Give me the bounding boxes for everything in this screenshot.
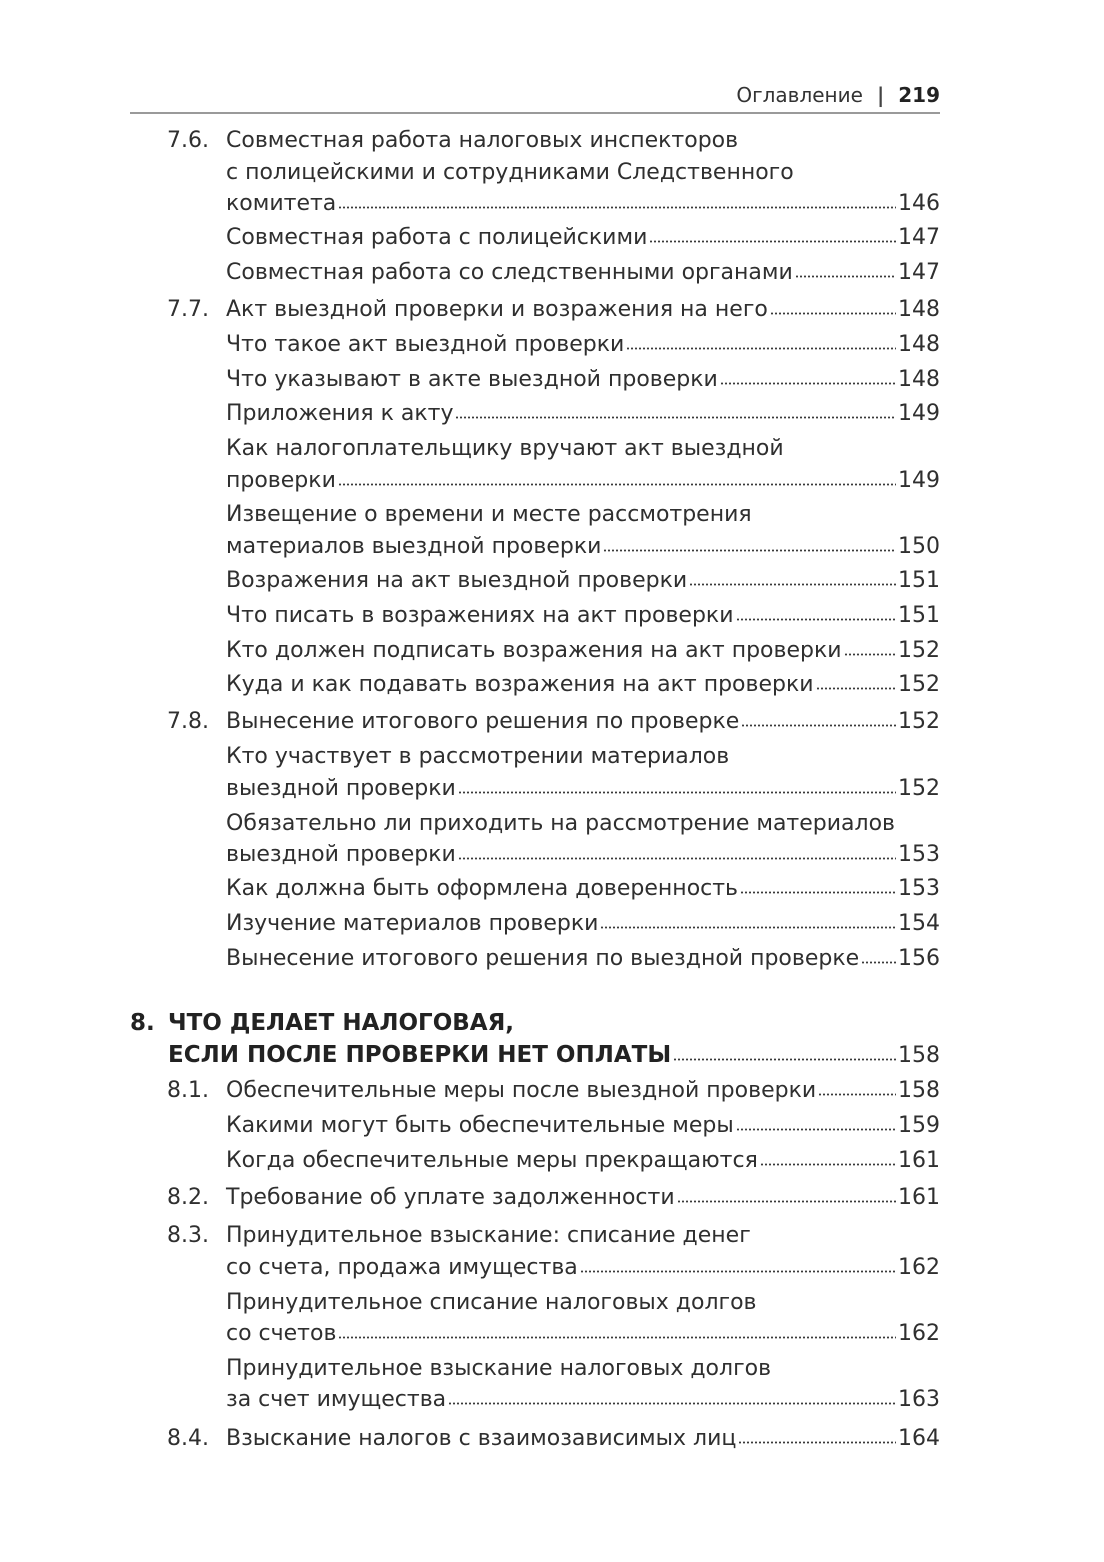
toc-entry-title: Изучение материалов проверки bbox=[226, 911, 599, 936]
toc-entry-title: со счета, продажа имущества bbox=[226, 1255, 578, 1280]
dot-leader bbox=[844, 637, 896, 657]
toc-page-number: 152 bbox=[898, 709, 940, 734]
toc-entry[interactable] bbox=[226, 531, 940, 563]
toc-entry[interactable] bbox=[226, 943, 940, 975]
toc-page-number: 154 bbox=[898, 911, 940, 936]
toc-page-number: 161 bbox=[898, 1185, 940, 1210]
toc-entry[interactable] bbox=[226, 294, 940, 326]
toc-entry-title: Принудительное списание налоговых долгов bbox=[226, 1290, 757, 1315]
section-number: 8.1. bbox=[167, 1078, 209, 1103]
dot-leader bbox=[338, 190, 896, 210]
toc-entry-title: Что указывают в акте выездной проверки bbox=[226, 367, 718, 392]
toc-entry-title: Возражения на акт выездной проверки bbox=[226, 568, 688, 593]
toc-entry-title: с полицейскими и сотрудниками Следственного bbox=[226, 160, 794, 185]
toc-entry[interactable] bbox=[226, 706, 940, 738]
toc-page-number: 153 bbox=[898, 876, 940, 901]
toc-page-number: 162 bbox=[898, 1255, 940, 1280]
toc-page-number: 150 bbox=[898, 534, 940, 559]
toc-entry[interactable] bbox=[226, 1384, 940, 1416]
dot-leader bbox=[760, 1147, 896, 1167]
toc-entry[interactable] bbox=[226, 873, 940, 905]
toc-entry-title: комитета bbox=[226, 191, 337, 216]
toc-entry[interactable] bbox=[226, 329, 940, 361]
section-number: 8.2. bbox=[167, 1185, 209, 1210]
toc-entry[interactable] bbox=[226, 600, 940, 632]
dot-leader bbox=[861, 945, 896, 965]
toc-page-number: 159 bbox=[898, 1113, 940, 1138]
toc-entry[interactable] bbox=[226, 565, 940, 597]
toc-entry[interactable] bbox=[226, 908, 940, 940]
dot-leader bbox=[720, 366, 896, 386]
toc-page-number: 151 bbox=[898, 568, 940, 593]
toc-page-number: 152 bbox=[898, 776, 940, 801]
toc-entry-title: Извещение о времени и месте рассмотрения bbox=[226, 502, 752, 527]
toc-entry-title: Обеспечительные меры после выездной проверки bbox=[226, 1078, 817, 1103]
dot-leader bbox=[770, 296, 896, 316]
dot-leader bbox=[740, 875, 896, 895]
toc-entry-title: Что писать в возражениях на акт проверки bbox=[226, 603, 734, 628]
toc-page-number: 153 bbox=[898, 842, 940, 867]
toc-entry-title: материалов выездной проверки bbox=[226, 534, 602, 559]
toc-entry-title: Вынесение итогового решения по выездной проверке bbox=[226, 946, 860, 971]
dot-leader bbox=[580, 1254, 896, 1274]
toc-entry-title: Принудительное взыскание: списание денег bbox=[226, 1223, 751, 1248]
section-number: 7.7. bbox=[167, 297, 209, 322]
section-number: 7.8. bbox=[167, 709, 209, 734]
dot-leader bbox=[338, 1320, 896, 1340]
toc-entry[interactable] bbox=[226, 257, 940, 289]
dot-leader bbox=[458, 841, 896, 861]
page-number: 219 bbox=[898, 83, 940, 107]
toc-page-number: 163 bbox=[898, 1387, 940, 1412]
toc-entry[interactable] bbox=[226, 669, 940, 701]
toc-entry-title: со счетов bbox=[226, 1321, 337, 1346]
toc-entry-title: Требование об уплате задолженности bbox=[226, 1185, 675, 1210]
toc-entry[interactable] bbox=[226, 188, 940, 220]
toc-page-number: 148 bbox=[898, 367, 940, 392]
chapter-title: ЧТО ДЕЛАЕТ НАЛОГОВАЯ, bbox=[168, 1010, 515, 1036]
chapter-number: 8. bbox=[130, 1010, 155, 1036]
toc-entry[interactable] bbox=[226, 222, 940, 254]
section-number: 7.6. bbox=[167, 128, 209, 153]
dot-leader bbox=[689, 567, 896, 587]
toc-entry[interactable] bbox=[226, 1110, 940, 1142]
toc-page-number: 152 bbox=[898, 672, 940, 697]
toc-page-number: 148 bbox=[898, 297, 940, 322]
toc-entry-title: Вынесение итогового решения по проверке bbox=[226, 709, 740, 734]
chapter-entry[interactable] bbox=[168, 1038, 940, 1072]
dot-leader bbox=[795, 259, 896, 279]
toc-entry-title: Как должна быть оформлена доверенность bbox=[226, 876, 739, 901]
toc-page-number: 156 bbox=[898, 946, 940, 971]
toc-entry-title: Куда и как подавать возражения на акт проверки bbox=[226, 672, 814, 697]
dot-leader bbox=[448, 1386, 896, 1406]
toc-entry[interactable] bbox=[226, 1075, 940, 1107]
toc-entry-title: Взыскание налогов с взаимозависимых лиц bbox=[226, 1426, 737, 1451]
toc-entry-title: выездной проверки bbox=[226, 842, 456, 867]
toc-entry-title: Какими могут быть обеспечительные меры bbox=[226, 1113, 734, 1138]
chapter-title: ЕСЛИ ПОСЛЕ ПРОВЕРКИ НЕТ ОПЛАТЫ bbox=[168, 1042, 672, 1068]
toc-entry-title: выездной проверки bbox=[226, 776, 456, 801]
toc-entry[interactable] bbox=[226, 398, 940, 430]
toc-entry-title: Принудительное взыскание налоговых долгов bbox=[226, 1356, 772, 1381]
toc-page-number: 148 bbox=[898, 332, 940, 357]
toc-entry[interactable] bbox=[226, 1182, 940, 1214]
dot-leader bbox=[458, 775, 896, 795]
dot-leader bbox=[338, 467, 896, 487]
toc-page-number: 158 bbox=[898, 1043, 940, 1068]
toc-page-number: 152 bbox=[898, 638, 940, 663]
toc-entry[interactable] bbox=[226, 1318, 940, 1350]
toc-page-number: 149 bbox=[898, 401, 940, 426]
dot-leader bbox=[741, 708, 896, 728]
dot-leader bbox=[816, 671, 896, 691]
toc-entry[interactable] bbox=[226, 773, 940, 805]
toc-page-number: 164 bbox=[898, 1426, 940, 1451]
toc-entry[interactable] bbox=[226, 1145, 940, 1177]
toc-entry[interactable] bbox=[226, 1423, 940, 1455]
toc-page-number: 158 bbox=[898, 1078, 940, 1103]
header-title: Оглавление bbox=[736, 83, 863, 107]
toc-page-number: 151 bbox=[898, 603, 940, 628]
toc-entry[interactable] bbox=[226, 839, 940, 871]
toc-page-number: 147 bbox=[898, 225, 940, 250]
toc-entry-title: Совместная работа налоговых инспекторов bbox=[226, 128, 739, 153]
dot-leader bbox=[736, 1112, 896, 1132]
toc-page-number: 147 bbox=[898, 260, 940, 285]
toc-entry[interactable] bbox=[226, 635, 940, 667]
toc-entry[interactable] bbox=[226, 465, 940, 497]
section-number: 8.4. bbox=[167, 1426, 209, 1451]
header-separator: | bbox=[876, 83, 885, 107]
toc-entry-title: Что такое акт выездной проверки bbox=[226, 332, 625, 357]
dot-leader bbox=[455, 400, 896, 420]
dot-leader bbox=[673, 1042, 896, 1062]
dot-leader bbox=[649, 224, 896, 244]
section-number: 8.3. bbox=[167, 1223, 209, 1248]
toc-entry-title: Обязательно ли приходить на рассмотрение материалов bbox=[226, 811, 896, 836]
toc-entry-title: Как налогоплательщику вручают акт выездной bbox=[226, 436, 784, 461]
toc-entry-title: за счет имущества bbox=[226, 1387, 447, 1412]
dot-leader bbox=[600, 910, 896, 930]
toc-entry-title: Акт выездной проверки и возражения на него bbox=[226, 297, 768, 322]
dot-leader bbox=[626, 331, 896, 351]
toc-entry[interactable] bbox=[226, 364, 940, 396]
toc-entry-title: Кто должен подписать возражения на акт проверки bbox=[226, 638, 842, 663]
dot-leader bbox=[736, 602, 897, 622]
dot-leader bbox=[677, 1184, 896, 1204]
toc-page-number: 162 bbox=[898, 1321, 940, 1346]
toc-entry-title: Приложения к акту bbox=[226, 401, 454, 426]
toc-page-number: 161 bbox=[898, 1148, 940, 1173]
dot-leader bbox=[603, 533, 896, 553]
toc-entry-title: Когда обеспечительные меры прекращаются bbox=[226, 1148, 758, 1173]
toc-entry-title: Совместная работа с полицейскими bbox=[226, 225, 648, 250]
toc-page-number: 149 bbox=[898, 468, 940, 493]
toc-entry-title: Кто участвует в рассмотрении материалов bbox=[226, 744, 730, 769]
toc-entry[interactable] bbox=[226, 1252, 940, 1284]
toc-entry-title: Совместная работа со следственными органами bbox=[226, 260, 793, 285]
running-header bbox=[130, 78, 940, 114]
toc-page-number: 146 bbox=[898, 191, 940, 216]
toc-entry-title: проверки bbox=[226, 468, 336, 493]
dot-leader bbox=[738, 1425, 896, 1445]
dot-leader bbox=[818, 1077, 896, 1097]
